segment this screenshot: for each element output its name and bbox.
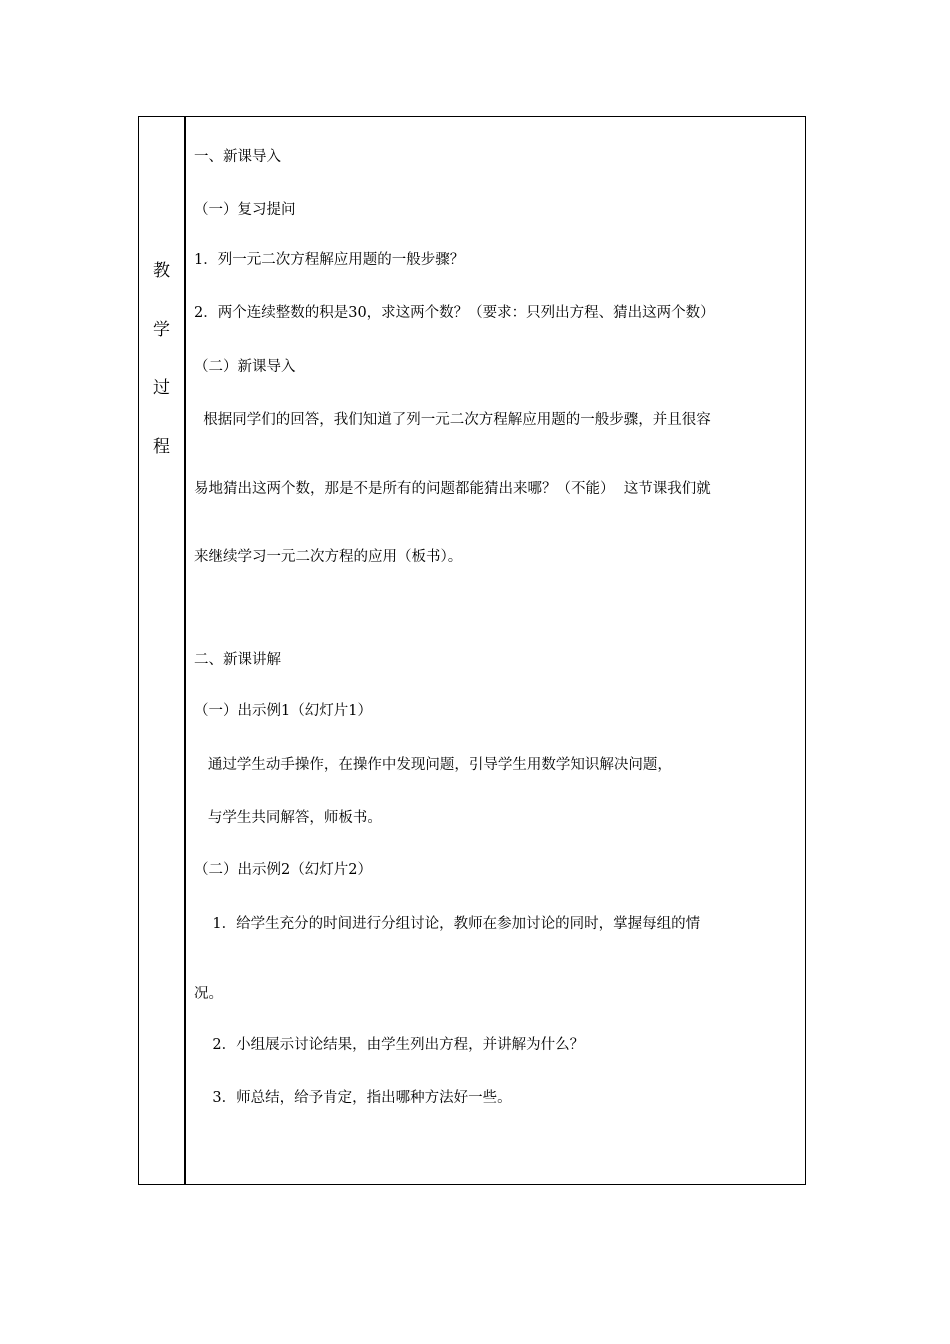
section-label-char: 过 [153, 378, 170, 398]
subheading-intro: （二）新课导入 [194, 359, 296, 375]
heading-new-lesson-intro: 一、新课导入 [194, 149, 281, 165]
subheading-review: （一）复习提问 [194, 202, 296, 218]
section-label-column [139, 117, 184, 1184]
step-1-line: 况。 [194, 986, 223, 1002]
section-label-char: 学 [153, 320, 170, 340]
column-divider [184, 117, 186, 1184]
paragraph-line: 易地猜出这两个数，那是不是所有的问题都能猜出来哪？（不能） 这节课我们就 [194, 481, 711, 497]
question-1: 1．列一元二次方程解应用题的一般步骤？ [194, 252, 465, 268]
paragraph-line: 根据同学们的回答，我们知道了列一元二次方程解应用题的一般步骤，并且很容 [194, 412, 711, 428]
section-label-char: 教 [153, 261, 170, 281]
paragraph-line: 来继续学习一元二次方程的应用（板书）。 [194, 549, 463, 565]
paragraph-line: 通过学生动手操作，在操作中发现问题，引导学生用数学知识解决问题， [194, 757, 672, 773]
subheading-example-2: （二）出示例2（幻灯片2） [194, 862, 372, 878]
step-3-line: 3．师总结，给予肯定，指出哪种方法好一些。 [194, 1090, 512, 1106]
question-2: 2．两个连续整数的积是30，求这两个数？（要求：只列出方程、猜出这两个数） [194, 305, 715, 321]
heading-explanation: 二、新课讲解 [194, 652, 281, 668]
section-label-char: 程 [153, 437, 170, 457]
paragraph-line: 与学生共同解答，师板书。 [194, 810, 382, 826]
step-2-line: 2．小组展示讨论结果，由学生列出方程，并讲解为什么？ [194, 1037, 585, 1053]
subheading-example-1: （一）出示例1（幻灯片1） [194, 703, 372, 719]
step-1-line: 1．给学生充分的时间进行分组讨论，教师在参加讨论的同时，掌握每组的情 [194, 916, 701, 932]
